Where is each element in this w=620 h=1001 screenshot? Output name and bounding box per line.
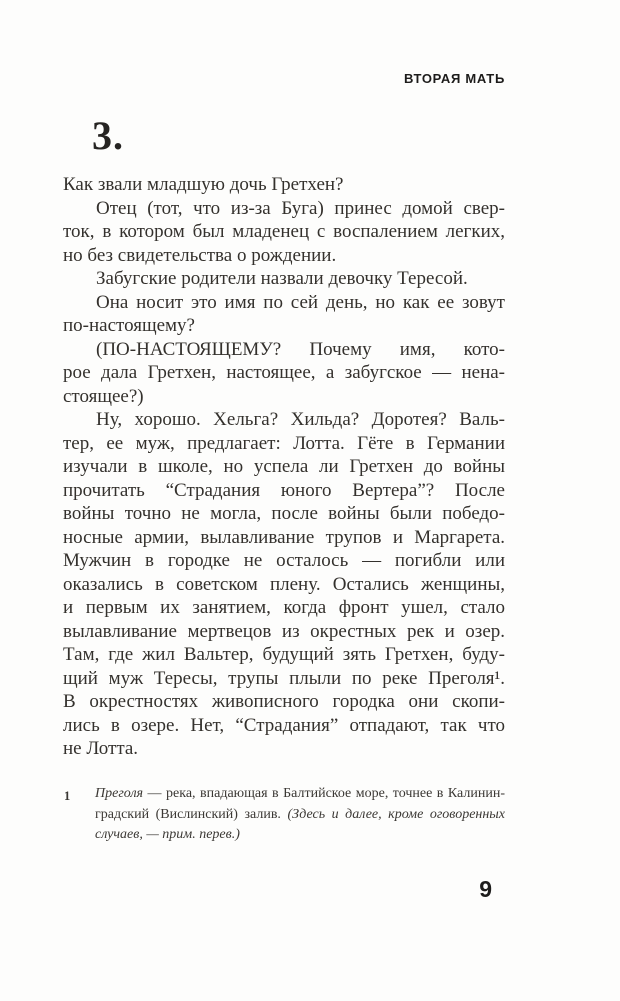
text-line: войны точно не могла, после войны были победо- <box>63 503 505 524</box>
text-line: Забугские родители назвали девочку Тересой. <box>96 268 468 289</box>
text-line: (ПО-НАСТОЯЩЕМУ? Почему имя, кото- <box>96 338 505 360</box>
text-line: рое дала Гретхен, настоящее, а забугское — нена- <box>63 362 505 383</box>
footnote-marker: 1 <box>64 789 71 803</box>
text-line: Как звали младшую дочь Гретхен? <box>63 174 344 195</box>
paragraph <box>63 338 505 409</box>
text-line: щий муж Тересы, трупы плыли по реке Преголя¹. <box>63 667 505 689</box>
text-line: Ну, хорошо. Хельга? Хильда? Доротея? Валь- <box>96 409 505 430</box>
paragraph <box>63 408 505 761</box>
footnote-segment: — река, впадающая в Балтийское море, точнее в Калинин- <box>143 786 505 801</box>
text-line: и первым их занятием, когда фронт ушел, стало <box>63 597 505 618</box>
footnote-note: случаев, — прим. перев.) <box>95 827 240 842</box>
body-text <box>63 173 505 761</box>
text-line: не Лотта. <box>63 738 139 759</box>
footnote-note: (Здесь и далее, кроме оговоренных <box>287 806 506 822</box>
text-line: тер, ее муж, предлагает: Лотта. Гёте в Германии <box>63 432 505 454</box>
text-line: но без свидетельства о рождении. <box>63 244 337 266</box>
footnote-text <box>95 784 505 846</box>
text-line: стоящее?) <box>63 385 144 407</box>
footnote-line <box>95 784 505 805</box>
footnote-segment: градский (Вислинский) залив. <box>95 806 288 822</box>
text-line: по-настоящему? <box>63 315 195 336</box>
text-line: Она носит это имя по сей день, но как ее зовут <box>96 291 505 313</box>
text-line: вылавливание мертвецов из окрестных рек и озер. <box>63 620 505 642</box>
footnote-line <box>95 805 505 826</box>
footnote <box>63 784 505 846</box>
text-line: Отец (тот, что из-за Буга) принес домой свер- <box>96 197 505 219</box>
footnote-line <box>95 825 505 846</box>
text-line: Мужчин в городке не осталось — погибли или <box>63 550 505 571</box>
text-line: прочитать “Страдания юного Вертера”? После <box>63 479 505 501</box>
running-header: ВТОРАЯ МАТЬ <box>403 71 505 86</box>
text-line: В окрестностях живописного городка они скопи- <box>63 691 505 712</box>
text-line: лись в озере. Нет, “Страдания” отпадают, так что <box>63 714 505 736</box>
page-number: 9 <box>479 876 492 902</box>
text-line: ток, в котором был младенец с воспалением легких, <box>63 221 505 242</box>
paragraph <box>63 197 505 268</box>
paragraph <box>63 173 505 197</box>
text-line: носные армии, вылавливание трупов и Маргарета. <box>63 526 505 548</box>
paragraph <box>63 291 505 338</box>
footnote-term: Преголя <box>95 786 144 801</box>
chapter-number: 3. <box>92 113 124 158</box>
text-line: изучали в школе, но успела ли Гретхен до войны <box>63 456 505 477</box>
text-line: оказались в советском плену. Остались женщины, <box>63 573 505 595</box>
paragraph <box>63 267 505 291</box>
text-line: Там, где жил Вальтер, будущий зять Гретхен, буду- <box>63 644 505 665</box>
